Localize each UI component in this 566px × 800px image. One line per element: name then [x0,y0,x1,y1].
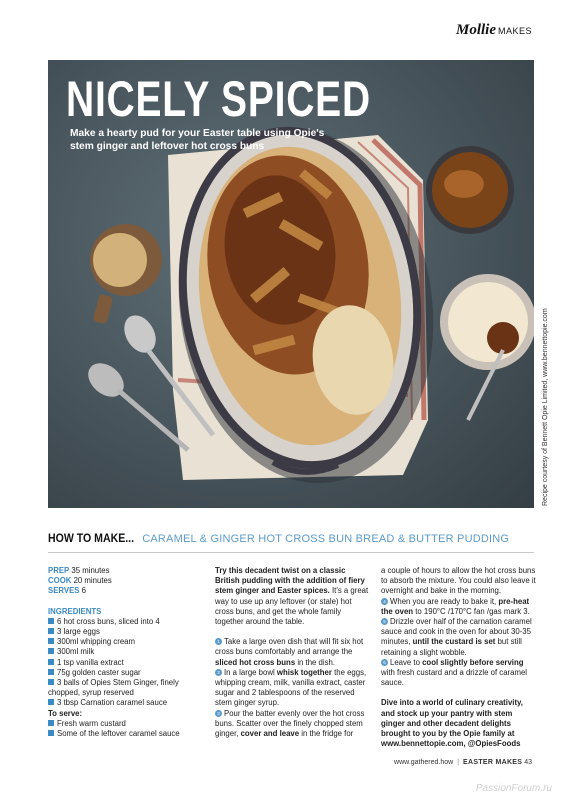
footer-section: EASTER MAKES [463,759,523,766]
meta-cook: COOK 20 minutes [48,576,112,586]
step-number-icon: 3 [215,710,222,717]
page-number: 43 [524,759,532,766]
method-step: 6 Leave to cool slightly before serving with fresh custard and a drizzle of caramel sauce. [381,657,528,688]
bullet-square-icon [48,699,54,705]
method-step: 4 When you are ready to bake it, pre-heat the oven to 190°C /170°C fan /gas mark 3. [381,596,530,616]
bullet-square-icon [48,628,54,634]
recipe-title: CARAMEL & GINGER HOT CROSS BUN BREAD & BUTTER PUDDING [142,533,510,545]
ingredient-item: 75g golden caster sugar [48,668,198,678]
bullet-square-icon [48,679,54,685]
ingredient-item: 3 large eggs [48,627,198,637]
ingredient-item: 300ml whipping cream [48,637,198,647]
step-number-icon: 5 [381,618,388,625]
page-footer: www.gathered.how | EASTER MAKES 43 [394,759,532,766]
footer-site: www.gathered.how [394,759,454,766]
page-subtitle: Make a hearty pud for your Easter table using Opie's stem ginger and leftover hot cross buns [70,128,325,152]
method-step: 1 Take a large oven dish that will fit six hot cross buns comfortably and arrange the sliced hot cross buns in the dish. [215,637,364,667]
bullet-square-icon [48,618,54,624]
method-step: 3 Pour the batter evenly over the hot cross buns. Scatter over the finely chopped stem ginger, cover and leave in the fridge for [215,708,365,739]
step-number-icon: 4 [381,598,388,605]
step-number-icon: 1 [215,638,222,645]
bullet-square-icon [48,648,54,654]
step-number-icon: 2 [215,669,222,676]
ingredients-heading: INGREDIENTS [48,606,102,616]
ingredient-item: 6 hot cross buns, sliced into 4 [48,617,198,627]
watermark: PassionForum.ru [475,783,552,794]
how-to-heading [48,529,534,553]
photo-credit: Recipe courtesy of Bennett Opie Limited, www.bennettopie.com [542,308,549,506]
masthead [456,22,532,39]
how-to-label: HOW TO MAKE... [48,531,135,545]
intro-paragraph: Try this decadent twist on a classic British pudding with the addition of fiery stem ginger and Easter spices. It's a great way to use up any leftover (or stale) hot cross buns, and get the whole family together around the table. [215,566,369,627]
masthead-logo-script: Mollie [455,22,496,38]
bullet-square-icon [48,730,54,736]
bullet-square-icon [48,669,54,675]
method-step: 5 Drizzle over half of the carnation caramel sauce and cook in the oven for about 30-35 minutes, until the custard is set but still retaining a slight wobble. [381,617,532,657]
ingredient-item: 3 balls of Opies Stem Ginger, finely chopped, syrup reserved [48,678,179,698]
method-step: 2 In a large bowl whisk together the eggs, whipping cream, milk, vanilla extract, caster sugar and 2 tablespoons of the reserved stem ginger syrup. [215,667,367,708]
ingredient-item: 1 tsp vanilla extract [48,658,198,668]
meta-serves: SERVES 6 [48,586,87,596]
method-column-2 [381,566,536,749]
method-step-continued: a couple of hours to allow the hot cross buns to absorb the mixture. You could also leave it overnight and bake in the morning. [381,566,536,596]
ingredient-item: 3 tbsp Carnation caramel sauce [48,698,198,708]
ingredient-item: 300ml milk [48,647,198,657]
meta-prep: PREP 35 minutes [48,566,110,575]
page-title: NICELY SPICED [66,71,371,127]
recipe-meta-column [48,566,198,739]
outro-paragraph: Dive into a world of culinary creativity, and stock up your pantry with stem ginger and other decadent delights brought to you by the Opie family at www.bennettopie.com, @OpiesFoods [381,698,523,749]
serve-item: Fresh warm custard [48,719,198,729]
serve-heading: To serve: [48,708,83,718]
masthead-logo-caps: MAKES [497,26,532,36]
bullet-square-icon [48,659,54,665]
bullet-square-icon [48,720,54,726]
serve-item: Some of the leftover caramel sauce [48,729,198,739]
step-number-icon: 6 [381,659,388,666]
bullet-square-icon [48,638,54,644]
hero-photo [48,60,534,508]
method-column-1 [215,566,370,739]
